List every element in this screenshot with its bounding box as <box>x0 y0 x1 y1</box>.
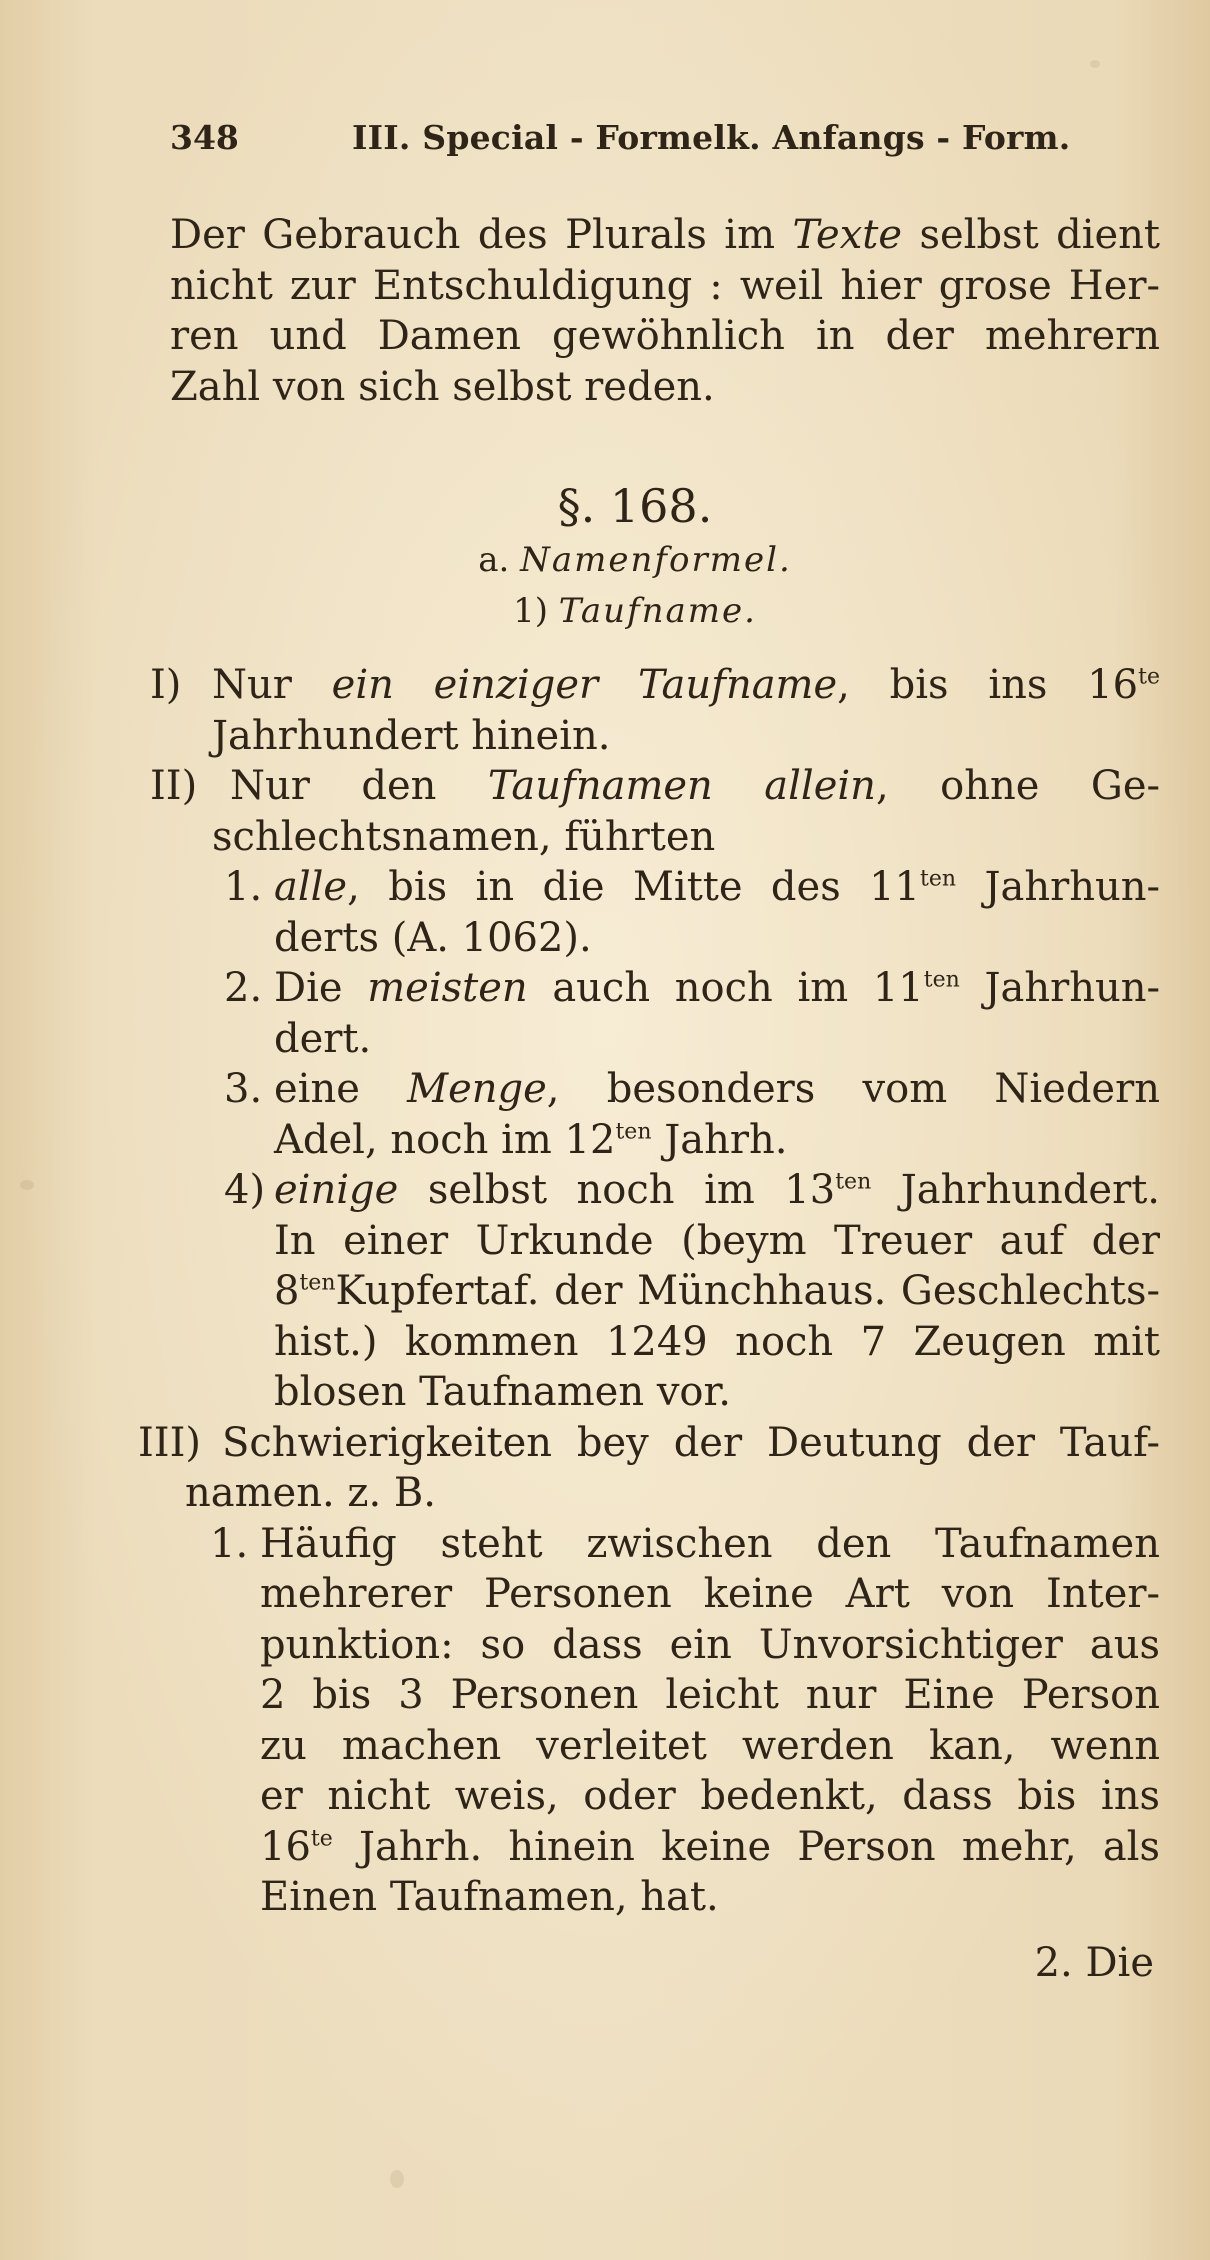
subsection-1: 1) Taufname. <box>513 591 757 631</box>
text-line: nicht zur Entschuldigung : weil hier grose Her- <box>170 262 1160 309</box>
running-title: III. Special - Formelk. Anfangs - Form. <box>352 118 1071 157</box>
running-header <box>170 118 1071 168</box>
paper-speck <box>20 1180 34 1190</box>
text-line: Zahl von sich selbst reden. <box>170 363 715 410</box>
text-line: Der Gebrauch des Plurals im Texte selbst dient <box>170 212 1160 258</box>
outline-list <box>138 660 1161 1923</box>
section-heading <box>0 478 1210 636</box>
list-item-II-2: 2. Die meisten auch noch im $11^{ten}$ Jahrhun- dert. <box>224 965 1161 1062</box>
intro-paragraph <box>170 210 1160 412</box>
page-number: 348 <box>170 118 239 157</box>
subsection-a: a. Namenformel. <box>478 540 792 580</box>
list-item-II: II) Nur den Taufnamen allein, ohne Ge- schlechtsnamen, führten 1. alle, bis in die Mitte des $11^{ten}$ Jahrhun- derts (A. 1062). 2. Die meisten auch noch im $11^{ten}$ Jahrhun- dert. 3. eine Menge, besonders vom Niedern Adel, noch im $12^{ten}$ Jahrh. 4) einige selbst noch im $13^{ten}$ Jahrhundert. In einer Urkunde (beym Treuer auf der $8^{ten}Kupfertaf$. der Münchhaus. Geschlechts- hist.) kommen 1249 noch 7 Zeugen mit blosen Taufnamen vor. <box>150 761 1160 1418</box>
list-item-III-1: 1. Häufig steht zwischen den Taufnamen mehrerer Personen keine Art von Inter- punktion: so dass ein Unvorsichtiger aus 2 bis 3 Personen leicht nur Eine Person zu machen verleitet werden kan, wenn er nicht weis, oder bedenkt, dass bis ins $16^{te}$ Jahrh. hinein keine Person mehr, als Einen Taufnamen, hat. <box>210 1520 1160 1920</box>
list-item-II-4: 4) einige selbst noch im $13^{ten}$ Jahrhundert. In einer Urkunde (beym Treuer auf der $8^{ten}Kupfertaf$. der Münchhaus. Geschlechts- hist.) kommen 1249 noch 7 Zeugen mit blosen Taufnamen vor. <box>224 1167 1161 1415</box>
section-number: §. 168. <box>557 479 713 533</box>
text-line: ren und Damen gewöhnlich in der mehrern <box>170 313 1160 359</box>
list-item-II-3: 3. eine Menge, besonders vom Niedern Adel, noch im $12^{ten}$ Jahrh. <box>224 1066 1160 1163</box>
list-item-II-1: 1. alle, bis in die Mitte des $11^{ten}$ Jahrhun- derts (A. 1062). <box>224 864 1161 961</box>
paper-speck <box>1090 60 1100 68</box>
paper-speck <box>390 2170 404 2188</box>
list-item-III: III) Schwierigkeiten bey der Deutung der Tauf- namen. z. B. 1. Häufig steht zwischen den Taufnamen mehrerer Personen keine Art von Inter- punktion: so dass ein Unvorsichtiger aus 2 bis 3 Personen leicht nur Eine Person zu machen verleitet werden kan, wenn er nicht weis, oder bedenkt, dass bis ins $16^{te}$ Jahrh. hinein keine Person mehr, als Einen Taufnamen, hat. <box>150 1418 1160 1923</box>
list-item-I: I) Nur ein einziger Taufname, bis ins $16^{te}$ Jahrhundert hinein. <box>150 662 1160 759</box>
catchword: 2. Die <box>1034 1940 1154 1986</box>
